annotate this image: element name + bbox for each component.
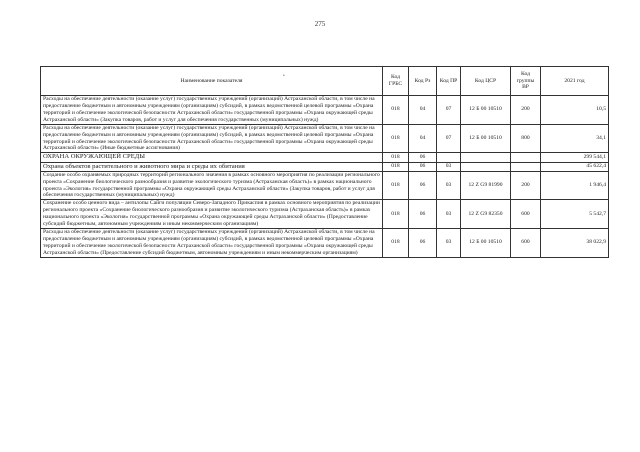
header-year: 2021 год xyxy=(541,67,609,96)
cell-pr: 07 xyxy=(437,96,461,125)
cell-pr: 03 xyxy=(437,229,461,258)
table-row xyxy=(41,200,609,229)
cell-vr: 600 xyxy=(511,200,541,229)
header-name: Наименование показателя xyxy=(41,67,383,96)
cell-name: Расходы на обеспечение деятельности (оказание услуг) государственных учреждений (организаций) Астраханской области, в том числе на предоставление бюджетным и автономным учреждениям (организациям) субсидий, в рамках ведомственной целевой программы «Охрана территорий и обеспечение экологической безопасности Астраханской области» государственной программы «Охрана окружающей среды Астраханской области» (Предоставление субсидий бюджетным, автономным учреждениям и иным некоммерческим организациям) xyxy=(41,229,383,258)
cell-rz: 06 xyxy=(409,162,437,171)
cell-pr: 03 xyxy=(437,162,461,171)
cell-rz: 06 xyxy=(409,171,437,200)
cell-vr xyxy=(511,153,541,162)
cell-amount: 38 022,9 xyxy=(541,229,609,258)
cell-vr: 800 xyxy=(511,124,541,153)
header-grbs: Код ГРБС xyxy=(383,67,409,96)
cell-rz: 06 xyxy=(409,229,437,258)
table-row xyxy=(41,124,609,153)
section-row xyxy=(41,153,609,162)
header-rz: Код Рз xyxy=(409,67,437,96)
cell-grbs: 018 xyxy=(383,124,409,153)
cell-name: ОХРАНА ОКРУЖАЮЩЕЙ СРЕДЫ xyxy=(41,153,383,162)
cell-csr: 12 Z G9 81990 xyxy=(461,171,511,200)
cell-rz: 04 xyxy=(409,124,437,153)
cell-name: Создание особо охраняемых природных территорий регионального значения в рамках основного мероприятия по реализации регионального проекта «Сохранение биологического разнообразия и развитие экологического туризма (Астраханская область)» в рамках национального проекта «Экология» государственной программы «Охрана окружающей среды Астраханской области» (Закупка товаров, работ и услуг для обеспечения государственных (муниципальных) нужд) xyxy=(41,171,383,200)
budget-table xyxy=(40,66,609,258)
cell-grbs: 018 xyxy=(383,171,409,200)
table-row xyxy=(41,171,609,200)
cell-grbs: 018 xyxy=(383,229,409,258)
cell-vr: 200 xyxy=(511,171,541,200)
cell-name: Расходы на обеспечение деятельности (оказание услуг) государственных учреждений (организаций) Астраханской области, в том числе на предоставление бюджетным и автономным учреждениям (организациям) субсидий, в рамках ведомственной целевой программы «Охрана территорий и обеспечение экологической безопасности Астраханской области» государственной программы «Охрана окружающей среды Астраханской области» (Иные бюджетные ассигнования) xyxy=(41,124,383,153)
cell-amount: 5 542,7 xyxy=(541,200,609,229)
section-row xyxy=(41,162,609,171)
cell-name: Расходы на обеспечение деятельности (оказание услуг) государственных учреждений (организаций) Астраханской области, в том числе на предоставление бюджетным и автономным учреждениям (организациям) субсидий, в рамках ведомственной целевой программы «Охрана территорий и обеспечение экологической безопасности Астраханской области» государственной программы «Охрана окружающей среды Астраханской области» (Закупка товаров, работ и услуг для обеспечения государственных (муниципальных) нужд) xyxy=(41,96,383,125)
cell-name: Охрана объектов растительного и животного мира и среды их обитания xyxy=(41,162,383,171)
cell-rz: 06 xyxy=(409,200,437,229)
cell-rz: 06 xyxy=(409,153,437,162)
header-csr: Код ЦСР xyxy=(461,67,511,96)
cell-csr: 12 Б 00 10510 xyxy=(461,96,511,125)
cell-amount: 1 946,4 xyxy=(541,171,609,200)
cell-grbs: 018 xyxy=(383,96,409,125)
cell-pr: 03 xyxy=(437,171,461,200)
cell-pr: 07 xyxy=(437,124,461,153)
cell-grbs: 018 xyxy=(383,162,409,171)
cell-amount: 10,5 xyxy=(541,96,609,125)
table-row xyxy=(41,96,609,125)
cell-csr: 12 Z G9 82350 xyxy=(461,200,511,229)
header-vr: Код группы ВР xyxy=(511,67,541,96)
cell-pr xyxy=(437,153,461,162)
cell-pr: 03 xyxy=(437,200,461,229)
cell-grbs: 018 xyxy=(383,200,409,229)
cell-amount: 34,1 xyxy=(541,124,609,153)
cell-name: Сохранение особо ценного вида – антилопы Сайги популяции Северо-Западного Прикаспия в рамках основного мероприятия по реализации регионального проекта «Сохранение биологического разнообразия и развитие экологического туризма (Астраханская область)» в рамках национального проекта «Экология» государственной программы «Охрана окружающей среды Астраханской области» (Предоставление субсидий бюджетным, автономным учреждениям и иным некоммерческим организациям) xyxy=(41,200,383,229)
page-number: 275 xyxy=(314,20,326,28)
cell-rz: 04 xyxy=(409,96,437,125)
cell-amount: 45 622,4 xyxy=(541,162,609,171)
cell-csr: 12 Б 00 10510 xyxy=(461,124,511,153)
cell-grbs: 018 xyxy=(383,153,409,162)
cell-csr xyxy=(461,162,511,171)
cell-vr: 200 xyxy=(511,96,541,125)
cell-vr xyxy=(511,162,541,171)
scan-mark: • xyxy=(283,74,285,79)
table-header-row xyxy=(41,67,609,96)
table-row xyxy=(41,229,609,258)
cell-csr: 12 Б 00 10510 xyxy=(461,229,511,258)
cell-amount: 299 544,1 xyxy=(541,153,609,162)
header-pr: Код ПР xyxy=(437,67,461,96)
cell-csr xyxy=(461,153,511,162)
cell-vr: 600 xyxy=(511,229,541,258)
